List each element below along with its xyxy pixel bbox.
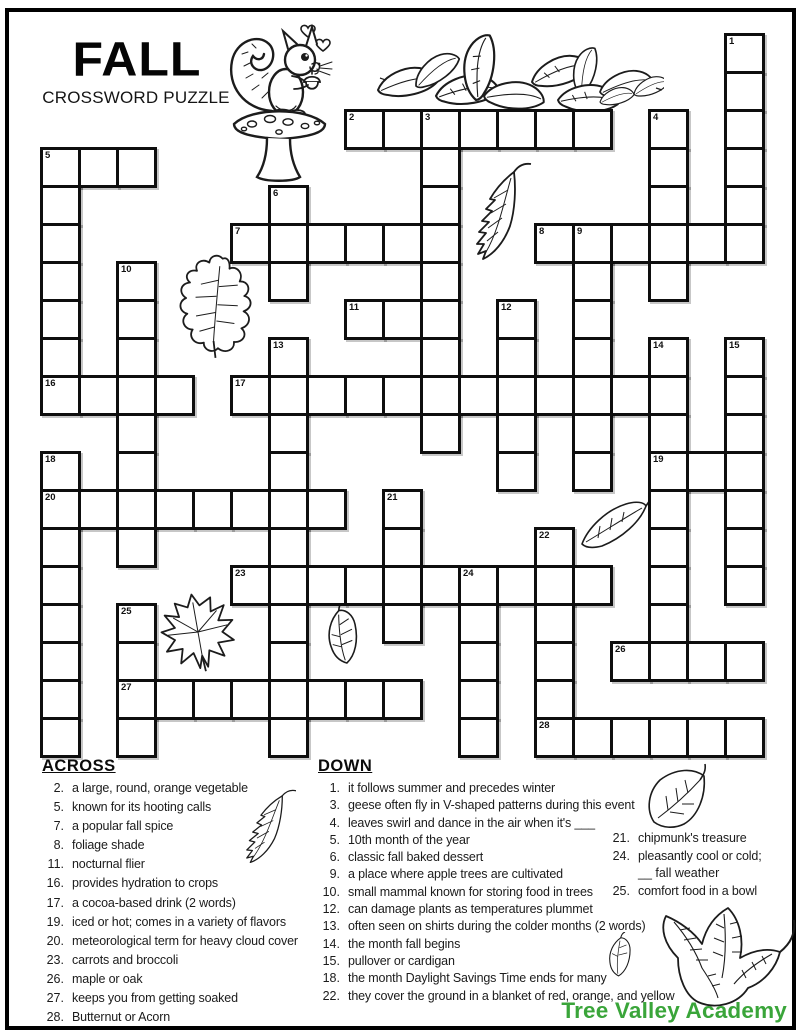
clue-number: 24. [612, 848, 630, 863]
clue-text: Butternut or Acorn [72, 1010, 171, 1025]
oak-leaf-icon [174, 252, 254, 360]
clue-item [40, 972, 298, 991]
grid-cell-r18c16[interactable] [648, 717, 689, 758]
squirrel-on-mushroom-illustration [224, 16, 336, 188]
grid-cell-r15c0[interactable] [40, 603, 81, 644]
grid-cell-r5c16[interactable] [648, 223, 689, 264]
grid-cell-r8c6[interactable] [268, 337, 309, 378]
clue-number: 15. [322, 953, 340, 968]
grid-cell-r14c14[interactable] [572, 565, 613, 606]
mushroom-stem [257, 138, 300, 181]
grid-cell-r17c3[interactable] [154, 679, 195, 720]
grid-cell-r14c6[interactable] [268, 565, 309, 606]
clue-item [40, 953, 298, 972]
grid-cell-r17c11[interactable] [458, 679, 499, 720]
cell-number: 19 [653, 454, 664, 465]
grid-cell-r8c2[interactable] [116, 337, 157, 378]
grid-cell-r11c17[interactable] [686, 451, 727, 492]
clue-number: 16. [46, 876, 64, 891]
clue-text: it follows summer and precedes winter [348, 781, 556, 795]
grid-cell-r5c0[interactable] [40, 223, 81, 264]
clue-number: 8. [53, 838, 64, 853]
grid-cell-r3c2[interactable] [116, 147, 157, 188]
grid-cell-r13c9[interactable] [382, 527, 423, 568]
cell-number: 6 [273, 188, 279, 199]
clue-item [40, 819, 298, 838]
squirrel-head [285, 45, 315, 75]
grid-cell-r16c13[interactable] [534, 641, 575, 682]
page-subtitle: CROSSWORD PUZZLE [42, 88, 230, 107]
grid-cell-r16c2[interactable] [116, 641, 157, 682]
cell-number: 24 [463, 568, 474, 579]
clue-text: maple or oak [72, 971, 143, 986]
clue-item [316, 798, 674, 815]
grid-cell-r5c9[interactable] [382, 223, 423, 264]
clue-text: nocturnal flier [72, 857, 145, 872]
cell-number: 7 [235, 226, 241, 237]
grid-cell-r17c6[interactable] [268, 679, 309, 720]
grid-cell-r10c18[interactable] [724, 413, 765, 454]
grid-cell-r5c10[interactable] [420, 223, 461, 264]
heart-icon [316, 39, 330, 51]
grid-cell-r16c16[interactable] [648, 641, 689, 682]
clue-text: can damage plants as temperatures plummet [348, 902, 593, 917]
grid-cell-r14c8[interactable] [344, 565, 385, 606]
grid-cell-r15c2[interactable] [116, 603, 157, 644]
grid-cell-r17c2[interactable] [116, 679, 157, 720]
grid-cell-r11c12[interactable] [496, 451, 537, 492]
grid-cell-r4c18[interactable] [724, 185, 765, 226]
grid-cell-r14c18[interactable] [724, 565, 765, 606]
clue-number: 12. [322, 902, 340, 917]
clue-number: 4. [329, 815, 340, 830]
grid-cell-r8c14[interactable] [572, 337, 613, 378]
cell-number: 2 [349, 112, 355, 123]
narrow-leaf-icon [578, 498, 650, 552]
grid-cell-r8c16[interactable] [648, 337, 689, 378]
clue-number: 17. [46, 895, 64, 910]
grid-cell-r9c5[interactable] [230, 375, 271, 416]
grid-cell-r5c13[interactable] [534, 223, 575, 264]
cell-number: 15 [729, 340, 740, 351]
clue-text: provides hydration to crops [72, 876, 219, 891]
grid-cell-r18c0[interactable] [40, 717, 81, 758]
clue-number: 2. [53, 781, 64, 795]
grid-cell-r6c0[interactable] [40, 261, 81, 302]
grid-cell-r2c10[interactable] [420, 109, 461, 150]
clue-text: 10th month of the year [348, 832, 470, 847]
grid-cell-r18c13[interactable] [534, 717, 575, 758]
grid-cell-r4c6[interactable] [268, 185, 309, 226]
grid-cell-r10c16[interactable] [648, 413, 689, 454]
across-clue-list [40, 781, 298, 1029]
clue-number: 14. [322, 936, 340, 951]
grid-cell-r2c8[interactable] [344, 109, 385, 150]
birch-leaf-icon [450, 160, 538, 262]
grid-cell-r4c0[interactable] [40, 185, 81, 226]
grid-cell-r14c12[interactable] [496, 565, 537, 606]
grid-cell-r12c0[interactable] [40, 489, 81, 530]
grid-cell-r11c0[interactable] [40, 451, 81, 492]
clue-number: 13. [322, 919, 340, 934]
cell-number: 27 [121, 682, 132, 693]
grid-cell-r5c15[interactable] [610, 223, 651, 264]
cell-number: 14 [653, 340, 664, 351]
grid-cell-r11c14[interactable] [572, 451, 613, 492]
clue-item [316, 902, 674, 919]
cell-number: 1 [729, 36, 735, 47]
clue-item [606, 884, 762, 902]
clue-text: leaves swirl and dance in the air when it's ___ [348, 815, 595, 830]
grid-cell-r12c4[interactable] [192, 489, 233, 530]
clue-item [316, 937, 674, 954]
grid-cell-r15c11[interactable] [458, 603, 499, 644]
grid-cell-r14c9[interactable] [382, 565, 423, 606]
grid-cell-r16c0[interactable] [40, 641, 81, 682]
clue-item [40, 991, 298, 1010]
grid-cell-r5c6[interactable] [268, 223, 309, 264]
grid-cell-r14c7[interactable] [306, 565, 347, 606]
clue-item [40, 857, 298, 876]
squirrel-eye [301, 53, 309, 61]
cell-number: 26 [615, 644, 626, 655]
grid-cell-r7c9[interactable] [382, 299, 423, 340]
cell-number: 10 [121, 264, 132, 275]
cell-number: 18 [45, 454, 56, 465]
grid-cell-r10c6[interactable] [268, 413, 309, 454]
small-leaf-icon [318, 602, 370, 668]
grid-cell-r18c15[interactable] [610, 717, 651, 758]
grid-cell-r11c6[interactable] [268, 451, 309, 492]
clue-text: the month fall begins [348, 936, 461, 951]
clue-item [606, 831, 762, 849]
clue-number: 20. [46, 933, 64, 948]
clue-item [40, 838, 298, 857]
grid-cell-r17c9[interactable] [382, 679, 423, 720]
grid-cell-r8c12[interactable] [496, 337, 537, 378]
grid-cell-r15c13[interactable] [534, 603, 575, 644]
grid-cell-r5c8[interactable] [344, 223, 385, 264]
grid-cell-r1c18[interactable] [724, 71, 765, 112]
grid-cell-r2c13[interactable] [534, 109, 575, 150]
grid-cell-r7c12[interactable] [496, 299, 537, 340]
clue-text: classic fall baked dessert [348, 850, 484, 865]
grid-cell-r3c0[interactable] [40, 147, 81, 188]
grid-cell-r18c14[interactable] [572, 717, 613, 758]
clue-text-wrap: __ fall weather [638, 866, 720, 880]
grid-cell-r18c2[interactable] [116, 717, 157, 758]
grid-cell-r14c16[interactable] [648, 565, 689, 606]
grid-cell-r9c6[interactable] [268, 375, 309, 416]
clue-text: a cocoa-based drink (2 words) [72, 895, 236, 910]
leaf-pile-illustration [372, 30, 664, 112]
clue-text: comfort food in a bowl [638, 883, 757, 898]
down-right-clue-list [606, 831, 762, 901]
grid-cell-r11c2[interactable] [116, 451, 157, 492]
grid-cell-r13c18[interactable] [724, 527, 765, 568]
grid-cell-r16c11[interactable] [458, 641, 499, 682]
clue-item [40, 934, 298, 953]
grid-cell-r18c11[interactable] [458, 717, 499, 758]
grid-cell-r12c5[interactable] [230, 489, 271, 530]
grid-cell-r12c6[interactable] [268, 489, 309, 530]
clue-item [606, 849, 762, 867]
grid-cell-r16c6[interactable] [268, 641, 309, 682]
grid-cell-r9c2[interactable] [116, 375, 157, 416]
grid-cell-r13c13[interactable] [534, 527, 575, 568]
clue-item [316, 919, 674, 936]
grid-cell-r0c18[interactable] [724, 33, 765, 74]
clue-text: small mammal known for storing food in trees [348, 884, 593, 899]
grid-cell-r9c16[interactable] [648, 375, 689, 416]
clue-text: carrots and broccoli [72, 952, 179, 967]
grid-cell-r3c1[interactable] [78, 147, 119, 188]
clue-text: meteorological term for heavy cloud cover [72, 933, 298, 948]
grid-cell-r18c17[interactable] [686, 717, 727, 758]
cell-number: 9 [577, 226, 583, 237]
cell-number: 3 [425, 112, 431, 123]
cell-number: 22 [539, 530, 550, 541]
cell-number: 5 [45, 150, 51, 161]
grid-cell-r9c14[interactable] [572, 375, 613, 416]
cell-number: 20 [45, 492, 56, 503]
grid-cell-r12c1[interactable] [78, 489, 119, 530]
grid-cell-r16c15[interactable] [610, 641, 651, 682]
clue-text: they cover the ground in a blanket of red, orange, and yellow [348, 988, 675, 1003]
grid-cell-r13c0[interactable] [40, 527, 81, 568]
clue-number: 27. [46, 991, 64, 1006]
grid-cell-r13c16[interactable] [648, 527, 689, 568]
grid-cell-r3c16[interactable] [648, 147, 689, 188]
grid-cell-r9c11[interactable] [458, 375, 499, 416]
clue-number: 26. [46, 971, 64, 986]
cell-number: 4 [653, 112, 659, 123]
grid-cell-r2c12[interactable] [496, 109, 537, 150]
across-clues-section [40, 757, 298, 1029]
grid-cell-r2c11[interactable] [458, 109, 499, 150]
grid-cell-r16c17[interactable] [686, 641, 727, 682]
clue-number: 3. [329, 798, 340, 813]
grid-cell-r14c10[interactable] [420, 565, 461, 606]
grid-cell-r10c12[interactable] [496, 413, 537, 454]
grid-cell-r12c9[interactable] [382, 489, 423, 530]
cell-number: 16 [45, 378, 56, 389]
grid-cell-r9c18[interactable] [724, 375, 765, 416]
clue-item [40, 876, 298, 895]
grid-cell-r8c10[interactable] [420, 337, 461, 378]
grid-cell-r9c15[interactable] [610, 375, 651, 416]
grid-cell-r6c2[interactable] [116, 261, 157, 302]
clue-number: 19. [46, 914, 64, 929]
clue-text: iced or hot; comes in a variety of flavors [72, 914, 286, 929]
cell-number: 13 [273, 340, 284, 351]
grid-cell-r11c18[interactable] [724, 451, 765, 492]
grid-cell-r14c0[interactable] [40, 565, 81, 606]
clue-text: known for its hooting calls [72, 800, 212, 815]
grid-cell-r15c16[interactable] [648, 603, 689, 644]
grid-cell-r14c11[interactable] [458, 565, 499, 606]
grid-cell-r5c17[interactable] [686, 223, 727, 264]
grid-cell-r5c7[interactable] [306, 223, 347, 264]
grid-cell-r12c16[interactable] [648, 489, 689, 530]
clue-item [40, 1010, 298, 1029]
cell-number: 28 [539, 720, 550, 731]
grid-cell-r4c10[interactable] [420, 185, 461, 226]
clue-item [40, 800, 298, 819]
grid-cell-r4c16[interactable] [648, 185, 689, 226]
grid-cell-r3c10[interactable] [420, 147, 461, 188]
clue-number: 21. [612, 831, 630, 845]
grid-cell-r6c10[interactable] [420, 261, 461, 302]
clue-item [40, 781, 298, 800]
clue-number: 6. [329, 850, 340, 865]
grid-cell-r6c6[interactable] [268, 261, 309, 302]
grid-cell-r18c18[interactable] [724, 717, 765, 758]
grid-cell-r17c4[interactable] [192, 679, 233, 720]
clue-text: a large, round, orange vegetable [72, 781, 248, 795]
grid-cell-r9c7[interactable] [306, 375, 347, 416]
clue-number: 23. [46, 952, 64, 967]
grid-cell-r18c6[interactable] [268, 717, 309, 758]
grid-cell-r6c14[interactable] [572, 261, 613, 302]
grid-cell-r9c9[interactable] [382, 375, 423, 416]
clue-number: 9. [329, 867, 340, 882]
clue-text: chipmunk's treasure [638, 831, 747, 845]
clue-number: 22. [322, 988, 340, 1003]
clue-item [40, 915, 298, 934]
cell-number: 11 [349, 302, 360, 313]
clue-number: 5. [53, 800, 64, 815]
clue-text: geese often fly in V-shaped patterns during this event [348, 798, 635, 813]
grid-cell-r17c0[interactable] [40, 679, 81, 720]
cell-number: 25 [121, 606, 132, 617]
clue-text: pleasantly cool or cold; [638, 848, 762, 863]
grid-cell-r9c10[interactable] [420, 375, 461, 416]
logo-text: Tree Valley Academy [561, 998, 787, 1023]
cell-number: 8 [539, 226, 545, 237]
grid-cell-r12c3[interactable] [154, 489, 195, 530]
grid-cell-r2c16[interactable] [648, 109, 689, 150]
grid-cell-r12c18[interactable] [724, 489, 765, 530]
grid-cell-r7c14[interactable] [572, 299, 613, 340]
grid-cell-r9c12[interactable] [496, 375, 537, 416]
clue-number: 10. [322, 884, 340, 899]
clue-text: pullover or cardigan [348, 953, 455, 968]
grid-cell-r10c2[interactable] [116, 413, 157, 454]
grid-cell-r12c7[interactable] [306, 489, 347, 530]
clue-text: often seen on shirts during the colder months (2 words) [348, 919, 646, 934]
grid-cell-r14c13[interactable] [534, 565, 575, 606]
clue-item [40, 896, 298, 915]
down-clues-right-section [606, 831, 762, 901]
grid-cell-r17c13[interactable] [534, 679, 575, 720]
grid-cell-r5c14[interactable] [572, 223, 613, 264]
grid-cell-r2c9[interactable] [382, 109, 423, 150]
clue-number: 7. [53, 819, 64, 834]
grid-cell-r11c16[interactable] [648, 451, 689, 492]
grid-cell-r14c5[interactable] [230, 565, 271, 606]
grid-cell-r7c10[interactable] [420, 299, 461, 340]
clue-text: a place where apple trees are cultivated [348, 867, 563, 882]
grid-cell-r9c8[interactable] [344, 375, 385, 416]
across-header: ACROSS [42, 757, 116, 775]
clue-item [316, 971, 674, 988]
grid-cell-r7c2[interactable] [116, 299, 157, 340]
grid-cell-r17c7[interactable] [306, 679, 347, 720]
clue-text: keeps you from getting soaked [72, 991, 238, 1006]
maple-leaf-icon [158, 592, 238, 674]
grid-cell-r10c10[interactable] [420, 413, 461, 454]
grid-cell-r8c18[interactable] [724, 337, 765, 378]
grid-cell-r17c5[interactable] [230, 679, 271, 720]
grid-cell-r6c16[interactable] [648, 261, 689, 302]
grid-cell-r13c2[interactable] [116, 527, 157, 568]
down-header: DOWN [318, 757, 373, 775]
grid-cell-r15c6[interactable] [268, 603, 309, 644]
grid-cell-r2c14[interactable] [572, 109, 613, 150]
cell-number: 17 [235, 378, 246, 389]
grid-cell-r5c18[interactable] [724, 223, 765, 264]
grid-cell-r7c0[interactable] [40, 299, 81, 340]
grid-cell-r16c18[interactable] [724, 641, 765, 682]
cell-number: 21 [387, 492, 398, 503]
clue-number: 28. [46, 1010, 64, 1025]
grid-cell-r17c8[interactable] [344, 679, 385, 720]
grid-cell-r12c2[interactable] [116, 489, 157, 530]
grid-cell-r3c18[interactable] [724, 147, 765, 188]
grid-cell-r9c1[interactable] [78, 375, 119, 416]
grid-cell-r9c0[interactable] [40, 375, 81, 416]
clue-number: 5. [329, 832, 340, 847]
grid-cell-r10c14[interactable] [572, 413, 613, 454]
clue-item [316, 781, 674, 798]
grid-cell-r15c9[interactable] [382, 603, 423, 644]
clue-text: a popular fall spice [72, 819, 174, 834]
clue-item [316, 954, 674, 971]
clue-text: foliage shade [72, 838, 145, 853]
grid-cell-r5c5[interactable] [230, 223, 271, 264]
cell-number: 23 [235, 568, 246, 579]
grid-cell-r7c8[interactable] [344, 299, 385, 340]
grid-cell-r9c13[interactable] [534, 375, 575, 416]
grid-cell-r13c6[interactable] [268, 527, 309, 568]
grid-cell-r9c3[interactable] [154, 375, 195, 416]
clue-number: 1. [329, 781, 340, 795]
grid-cell-r8c0[interactable] [40, 337, 81, 378]
clue-number: 25. [612, 883, 630, 898]
cell-number: 12 [501, 302, 512, 313]
clue-text: the month Daylight Savings Time ends for many [348, 971, 607, 986]
clue-number: 18. [322, 971, 340, 986]
clue-number: 11. [47, 857, 64, 872]
page-title: FALL [72, 32, 202, 86]
grid-cell-r2c18[interactable] [724, 109, 765, 150]
